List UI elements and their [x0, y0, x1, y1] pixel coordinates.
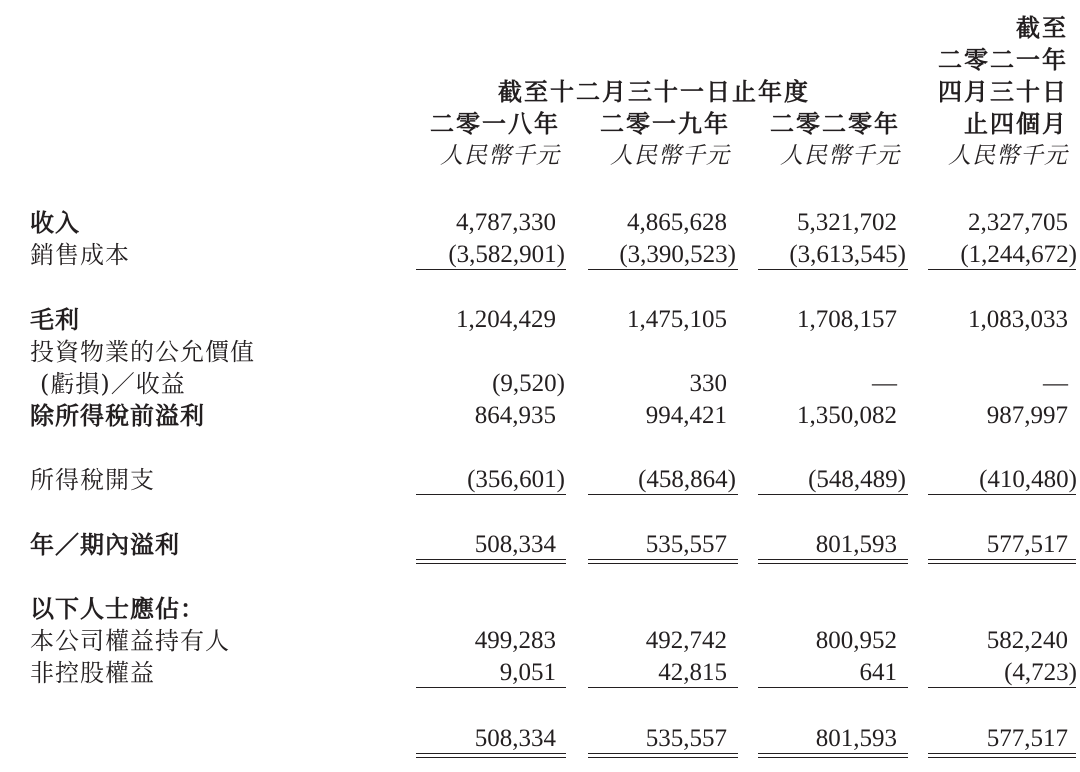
cell-income-tax-2021: (410,480): [979, 466, 1077, 493]
subtotal-rule: [928, 269, 1076, 270]
col3-year-header: 二零二零年: [770, 109, 900, 138]
total-double-rule: [588, 753, 738, 758]
cell-income-tax-2020: (548,489): [808, 466, 906, 493]
total-double-rule: [928, 753, 1076, 758]
cell-owners-2019: 492,742: [645, 627, 727, 654]
subtotal-rule: [758, 687, 908, 688]
cell-fair-value-2021: —: [1043, 370, 1068, 397]
cell-income-tax-2018: (356,601): [467, 466, 565, 493]
col4-header-line1: 截至: [1016, 13, 1068, 42]
cell-gross-profit-2021: 1,083,033: [968, 306, 1068, 333]
cell-fair-value-2018: (9,520): [492, 370, 565, 397]
cell-profit-for-period-2019: 535,557: [645, 531, 727, 558]
cell-profit-for-period-2020: 801,593: [815, 531, 897, 558]
col2-year-header: 二零一九年: [600, 109, 730, 138]
period-heading: 截至十二月三十一日止年度: [498, 77, 810, 106]
subtotal-rule: [758, 494, 908, 495]
cell-owners-2021: 582,240: [986, 627, 1068, 654]
cell-nci-2020: 641: [859, 659, 897, 686]
cell-revenue-2020: 5,321,702: [797, 209, 897, 236]
total-double-rule: [758, 559, 908, 564]
col4-header-line2: 二零二一年: [938, 45, 1068, 74]
col2-unit: 人民幣千元: [610, 143, 730, 169]
cell-nci-2018: 9,051: [499, 659, 556, 686]
col4-header-line3: 四月三十日: [938, 77, 1068, 106]
cell-fair-value-2020: —: [872, 370, 897, 397]
subtotal-rule: [758, 269, 908, 270]
col4-header-line4: 止四個月: [964, 109, 1068, 138]
row-label-revenue: 收入: [30, 208, 80, 237]
row-label-profit-for-period: 年／期內溢利: [30, 530, 180, 559]
cell-owners-2018: 499,283: [474, 627, 556, 654]
cell-revenue-2021: 2,327,705: [968, 209, 1068, 236]
row-label-owners-of-company: 本公司權益持有人: [30, 627, 230, 655]
row-label-income-tax: 所得稅開支: [30, 466, 155, 494]
row-label-gross-profit: 毛利: [30, 305, 80, 334]
subtotal-rule: [928, 494, 1076, 495]
total-double-rule: [928, 559, 1076, 564]
total-double-rule: [416, 753, 566, 758]
col3-unit: 人民幣千元: [780, 143, 900, 169]
col1-year-header: 二零一八年: [430, 109, 560, 138]
row-label-investment-property-fair-value-line2: (虧損)／收益: [40, 370, 186, 398]
cell-revenue-2018: 4,787,330: [456, 209, 556, 236]
subtotal-rule: [416, 494, 566, 495]
subtotal-rule: [416, 269, 566, 270]
total-double-rule: [416, 559, 566, 564]
cell-cost-of-sales-2018: (3,582,901): [448, 241, 565, 268]
row-label-attributable-to: 以下人士應佔：: [30, 594, 205, 623]
subtotal-rule: [588, 494, 738, 495]
col4-unit: 人民幣千元: [948, 143, 1068, 169]
total-double-rule: [588, 559, 738, 564]
cell-profit-for-period-2018: 508,334: [474, 531, 556, 558]
cell-profit-before-tax-2019: 994,421: [645, 402, 727, 429]
cell-owners-2020: 800,952: [815, 627, 897, 654]
cell-cost-of-sales-2019: (3,390,523): [619, 241, 736, 268]
total-double-rule: [758, 753, 908, 758]
subtotal-rule: [928, 687, 1076, 688]
subtotal-rule: [588, 269, 738, 270]
cell-profit-before-tax-2018: 864,935: [474, 402, 556, 429]
cell-nci-2021: (4,723): [1004, 659, 1077, 686]
cell-gross-profit-2018: 1,204,429: [456, 306, 556, 333]
cell-cost-of-sales-2020: (3,613,545): [789, 241, 906, 268]
subtotal-rule: [416, 687, 566, 688]
row-label-profit-before-tax: 除所得稅前溢利: [30, 401, 205, 430]
cell-profit-before-tax-2021: 987,997: [986, 402, 1068, 429]
col1-unit: 人民幣千元: [440, 143, 560, 169]
cell-cost-of-sales-2021: (1,244,672): [960, 241, 1077, 268]
cell-gross-profit-2019: 1,475,105: [627, 306, 727, 333]
row-label-non-controlling-interests: 非控股權益: [30, 659, 155, 687]
cell-total-2020: 801,593: [815, 725, 897, 752]
cell-fair-value-2019: 330: [689, 370, 727, 397]
cell-profit-before-tax-2020: 1,350,082: [797, 402, 897, 429]
cell-profit-for-period-2021: 577,517: [986, 531, 1068, 558]
cell-gross-profit-2020: 1,708,157: [797, 306, 897, 333]
cell-nci-2019: 42,815: [658, 659, 727, 686]
cell-income-tax-2019: (458,864): [638, 466, 736, 493]
cell-revenue-2019: 4,865,628: [627, 209, 727, 236]
cell-total-2019: 535,557: [645, 725, 727, 752]
cell-total-2021: 577,517: [986, 725, 1068, 752]
row-label-investment-property-fair-value: 投資物業的公允價值: [30, 338, 255, 366]
subtotal-rule: [588, 687, 738, 688]
cell-total-2018: 508,334: [474, 725, 556, 752]
row-label-cost-of-sales: 銷售成本: [30, 241, 130, 269]
